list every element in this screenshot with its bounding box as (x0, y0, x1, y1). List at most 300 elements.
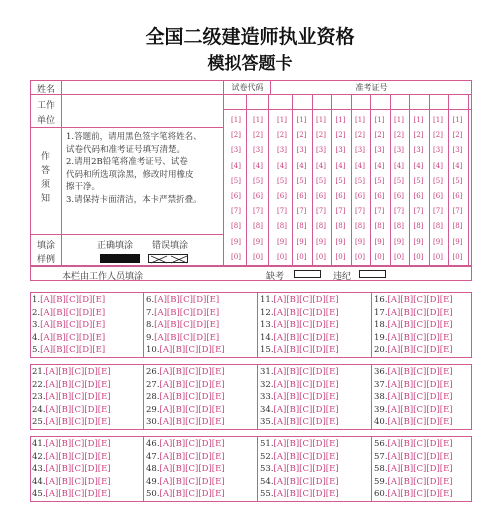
question-number: 21. (32, 367, 46, 377)
ticket-digit-bubble[interactable]: [2] (355, 131, 365, 140)
question-number: 59. (374, 476, 388, 487)
question-options[interactable] (374, 295, 453, 305)
question-options[interactable] (260, 295, 339, 305)
ticket-digit-bubble[interactable]: [6] (335, 192, 346, 200)
question-options[interactable] (374, 405, 453, 415)
exam-code-digit-bubble[interactable]: [3] (253, 146, 263, 155)
exam-code-digit-bubble[interactable]: [1] (253, 116, 263, 124)
instructions-label: 作 答 须 知 (41, 152, 51, 204)
option-bubbles[interactable]: [A][B][C][D][E] (159, 489, 225, 499)
option-bubbles[interactable]: [A][B][C][D][E] (273, 451, 339, 462)
question-number: 7. (146, 307, 155, 318)
ticket-digit-bubble[interactable]: [4] (374, 161, 385, 170)
question-number: 35. (260, 417, 274, 427)
option-bubbles[interactable]: [A][B][C][D][E] (159, 404, 225, 415)
option-bubbles[interactable]: [A][B][C][D][E] (387, 392, 453, 402)
question-number: 60. (374, 489, 388, 499)
question-number: 27. (146, 379, 160, 390)
ticket-digit-bubble[interactable]: [0] (374, 252, 385, 261)
ticket-digit-bubble[interactable]: [2] (394, 131, 404, 140)
ticket-digit-bubble[interactable]: [9] (452, 237, 463, 246)
question-number: 14. (260, 332, 274, 343)
option-bubbles[interactable]: [A][B][C][D][E] (273, 439, 339, 449)
ticket-digit-bubble[interactable]: [6] (433, 192, 443, 200)
question-options[interactable] (260, 489, 339, 499)
question-number: 39. (374, 404, 388, 415)
ticket-digit-bubble[interactable]: [7] (355, 207, 365, 216)
option-bubbles[interactable]: [A][B][C][D][E] (45, 476, 111, 487)
violation-box[interactable] (359, 270, 386, 278)
exam-code-digit-bubble[interactable]: [3] (231, 146, 241, 155)
ticket-digit-bubble[interactable]: [3] (296, 146, 307, 155)
instructions-text: 1.答题前，请用黑色签字笔将姓名、 试卷代码和准考证号填写清楚。 2.请用2B铅笔将准考证号、试卷 代码和所选项涂黑，修改时用橡皮 擦干净。 3.请保持卡面清洁，本卡严禁折叠。 (66, 132, 202, 205)
ticket-digit-bubble[interactable]: [5] (355, 176, 365, 185)
question-number: 58. (374, 464, 388, 474)
ticket-digit-bubble[interactable]: [7] (413, 207, 424, 216)
ticket-digit-bubble[interactable]: [5] (335, 176, 346, 185)
ticket-digit-bubble[interactable]: [4] (413, 161, 424, 170)
option-bubbles[interactable]: [A][B][C][D][E] (159, 439, 225, 449)
ticket-digit-bubble[interactable]: [8] (413, 222, 424, 231)
question-options[interactable] (374, 345, 453, 355)
ticket-digit-bubble[interactable]: [5] (433, 176, 443, 185)
ticket-digit-bubble[interactable]: [5] (413, 176, 424, 185)
question-number: 52. (260, 451, 274, 462)
option-bubbles[interactable]: [A][B][C][D][E] (154, 332, 220, 343)
exam-code-digit-bubble[interactable]: [4] (231, 161, 241, 170)
question-number: 19. (374, 332, 388, 343)
ticket-digit-bubble[interactable]: [0] (316, 252, 326, 261)
ticket-digit-bubble[interactable]: [1] (277, 116, 287, 124)
question-number: 57. (374, 451, 388, 462)
option-bubbles[interactable]: [A][B][C][D][E] (159, 464, 225, 474)
option-bubbles[interactable]: [A][B][C][D][E] (273, 404, 339, 415)
ticket-digit-bubble[interactable]: [7] (296, 207, 307, 216)
fill-example-label-1: 填涂 (37, 241, 56, 251)
option-bubbles[interactable]: [A][B][C][D][E] (159, 345, 225, 355)
ticket-digit-bubble[interactable]: [5] (316, 176, 326, 185)
question-number: 33. (260, 392, 274, 402)
option-bubbles[interactable]: [A][B][C][D][E] (273, 345, 339, 355)
question-number: 40. (374, 417, 388, 427)
option-bubbles[interactable]: [A][B][C][D][E] (45, 464, 111, 474)
option-bubbles[interactable]: [A][B][C][D][E] (273, 476, 339, 487)
question-options[interactable] (260, 380, 339, 390)
exam-code-digit-bubble[interactable]: [2] (231, 131, 241, 140)
question-options[interactable] (374, 320, 453, 330)
question-number: 54. (260, 476, 274, 487)
exam-code-digit-bubble[interactable]: [5] (253, 176, 263, 185)
question-options[interactable] (260, 320, 339, 330)
option-bubbles[interactable]: [A][B][C][D][E] (45, 379, 111, 390)
option-bubbles[interactable]: [A][B][C][D][E] (387, 295, 453, 305)
option-bubbles[interactable]: [A][B][C][D][E] (273, 367, 339, 377)
option-bubbles[interactable]: [A][B][C][D][E] (159, 367, 225, 377)
question-options[interactable] (146, 295, 219, 305)
question-options[interactable] (32, 464, 111, 474)
question-options[interactable] (260, 452, 339, 462)
ticket-digit-bubble[interactable]: [6] (394, 192, 404, 200)
question-options[interactable] (146, 417, 225, 427)
ticket-digit-bubble[interactable]: [9] (413, 237, 424, 246)
option-bubbles[interactable]: [A][B][C][D][E] (45, 451, 111, 462)
question-options[interactable] (260, 439, 339, 449)
ticket-digit-bubble[interactable]: [1] (335, 116, 346, 124)
ticket-digit-bubble[interactable]: [5] (452, 176, 463, 185)
ticket-digit-bubble[interactable]: [2] (374, 131, 385, 140)
option-bubbles[interactable]: [A][B][C][D][E] (159, 451, 225, 462)
name-field[interactable] (63, 81, 223, 94)
ticket-digit-bubble[interactable]: [9] (296, 237, 307, 246)
absent-label: 缺考 (266, 272, 285, 282)
ticket-digit-bubble[interactable]: [2] (316, 131, 326, 140)
question-number: 13. (260, 320, 274, 330)
ticket-digit-bubble[interactable]: [0] (335, 252, 346, 261)
ticket-digit-bubble[interactable]: [8] (277, 222, 287, 231)
option-bubbles[interactable]: [A][B][C][D][E] (40, 307, 106, 318)
ticket-digit-bubble[interactable]: [3] (452, 146, 463, 155)
exam-code-digit-bubble[interactable]: [9] (231, 237, 241, 246)
question-options[interactable] (374, 333, 453, 343)
ticket-digit-bubble[interactable]: [0] (394, 252, 404, 261)
ticket-digit-bubble[interactable]: [1] (413, 116, 424, 124)
question-number: 56. (374, 439, 388, 449)
ticket-digit-bubble[interactable]: [8] (335, 222, 346, 231)
work-unit-label-2: 单位 (37, 116, 56, 126)
exam-code-digit-bubble[interactable]: [7] (231, 207, 241, 216)
option-bubbles[interactable]: [A][B][C][D][E] (387, 439, 453, 449)
absent-box[interactable] (294, 270, 321, 278)
ticket-digit-bubble[interactable]: [3] (433, 146, 443, 155)
ticket-digit-bubble[interactable]: [0] (355, 252, 365, 261)
ticket-digit-bubble[interactable]: [4] (316, 161, 326, 170)
exam-code-digit-bubble[interactable]: [7] (253, 207, 263, 216)
option-bubbles[interactable]: [A][B][C][D][E] (273, 417, 339, 427)
question-options[interactable] (32, 320, 105, 330)
option-bubbles[interactable]: [A][B][C][D][E] (273, 295, 339, 305)
option-bubbles[interactable]: [A][B][C][D][E] (387, 367, 453, 377)
option-bubbles[interactable]: [A][B][C][D][E] (273, 332, 339, 343)
question-options[interactable] (146, 333, 219, 343)
question-options[interactable] (32, 295, 105, 305)
ticket-digit-bubble[interactable]: [8] (394, 222, 404, 231)
option-bubbles[interactable]: [A][B][C][D][E] (40, 320, 106, 330)
question-options[interactable] (260, 308, 339, 318)
option-bubbles[interactable]: [A][B][C][D][E] (387, 476, 453, 487)
wrong-fill-label: 错误填涂 (152, 241, 189, 251)
question-number: 41. (32, 439, 46, 449)
option-bubbles[interactable]: [A][B][C][D][E] (159, 392, 225, 402)
exam-code-digit-bubble[interactable]: [6] (253, 192, 263, 200)
option-bubbles[interactable]: [A][B][C][D][E] (273, 320, 339, 330)
option-bubbles[interactable]: [A][B][C][D][E] (40, 332, 106, 343)
option-bubbles[interactable]: [A][B][C][D][E] (154, 295, 220, 305)
ticket-digit-bubble[interactable]: [7] (335, 207, 346, 216)
question-options[interactable] (374, 308, 453, 318)
ticket-digit-bubble[interactable]: [4] (355, 161, 365, 170)
ticket-digit-bubble[interactable]: [7] (316, 207, 326, 216)
ticket-digit-bubble[interactable]: [9] (355, 237, 365, 246)
option-bubbles[interactable]: [A][B][C][D][E] (45, 439, 111, 449)
question-options[interactable] (32, 439, 111, 449)
question-options[interactable] (146, 392, 225, 402)
question-number: 30. (146, 417, 160, 427)
option-bubbles[interactable]: [A][B][C][D][E] (45, 489, 111, 499)
ticket-digit-bubble[interactable]: [0] (452, 252, 463, 261)
ticket-digit-bubble[interactable]: [5] (296, 176, 307, 185)
question-options[interactable] (374, 380, 453, 390)
ticket-digit-bubble[interactable]: [7] (374, 207, 385, 216)
question-options[interactable] (374, 392, 453, 402)
ticket-digit-bubble[interactable]: [2] (335, 131, 346, 140)
question-options[interactable] (32, 452, 111, 462)
ticket-digit-bubble[interactable]: [2] (433, 131, 443, 140)
option-bubbles[interactable]: [A][B][C][D][E] (387, 417, 453, 427)
ticket-digit-bubble[interactable]: [9] (374, 237, 385, 246)
question-options[interactable] (146, 464, 225, 474)
violation-label: 违纪 (333, 272, 352, 282)
question-options[interactable] (374, 367, 453, 377)
ticket-digit-bubble[interactable]: [1] (355, 116, 365, 124)
ticket-digit-bubble[interactable]: [0] (433, 252, 443, 261)
option-bubbles[interactable]: [A][B][C][D][E] (387, 489, 453, 499)
ticket-digit-bubble[interactable]: [6] (296, 192, 307, 200)
question-options[interactable] (32, 477, 111, 487)
question-number: 45. (32, 489, 46, 499)
question-options[interactable] (146, 367, 225, 377)
ticket-digit-bubble[interactable]: [5] (394, 176, 404, 185)
option-bubbles[interactable]: [A][B][C][D][E] (45, 417, 111, 427)
question-number: 8. (146, 320, 155, 330)
question-number: 16. (374, 295, 388, 305)
question-options[interactable] (32, 380, 111, 390)
question-options[interactable] (146, 405, 225, 415)
option-bubbles[interactable]: [A][B][C][D][E] (40, 295, 106, 305)
exam-code-digit-bubble[interactable]: [1] (231, 116, 241, 124)
question-options[interactable] (260, 345, 339, 355)
ticket-digit-bubble[interactable]: [6] (374, 192, 385, 200)
exam-code-digit-bubble[interactable]: [8] (231, 222, 241, 231)
ticket-digit-bubble[interactable]: [5] (374, 176, 385, 185)
question-options[interactable] (32, 333, 105, 343)
question-options[interactable] (146, 489, 225, 499)
ticket-digit-bubble[interactable]: [3] (374, 146, 385, 155)
option-bubbles[interactable]: [A][B][C][D][E] (273, 464, 339, 474)
option-bubbles[interactable]: [A][B][C][D][E] (154, 307, 220, 318)
sheet-title: 模拟答题卡 (207, 54, 293, 74)
question-options[interactable] (260, 392, 339, 402)
question-options[interactable] (32, 308, 105, 318)
ticket-digit-bubble[interactable]: [0] (296, 252, 307, 261)
question-options[interactable] (146, 345, 225, 355)
exam-code-digit-bubble[interactable]: [0] (231, 252, 241, 261)
option-bubbles[interactable]: [A][B][C][D][E] (45, 367, 111, 377)
ticket-digit-bubble[interactable]: [2] (452, 131, 463, 140)
question-number: 2. (32, 307, 41, 318)
question-number: 53. (260, 464, 274, 474)
ticket-digit-bubble[interactable]: [4] (296, 161, 307, 170)
correct-fill-label: 正确填涂 (97, 241, 134, 251)
ticket-digit-bubble[interactable]: [9] (433, 237, 443, 246)
question-options[interactable] (146, 439, 225, 449)
question-number: 38. (374, 392, 388, 402)
ticket-digit-bubble[interactable]: [4] (335, 161, 346, 170)
ticket-number-label: 准考证号 (355, 83, 388, 92)
option-bubbles[interactable]: [A][B][C][D][E] (387, 404, 453, 415)
question-number: 31. (260, 367, 274, 377)
question-number: 42. (32, 451, 46, 462)
ticket-digit-bubble[interactable]: [4] (277, 161, 287, 170)
ticket-digit-bubble[interactable]: [1] (296, 116, 307, 124)
question-options[interactable] (32, 405, 111, 415)
question-options[interactable] (260, 417, 339, 427)
ticket-digit-bubble[interactable]: [6] (316, 192, 326, 200)
ticket-digit-bubble[interactable]: [4] (452, 161, 463, 170)
question-options[interactable] (374, 489, 453, 499)
exam-code-digit-bubble[interactable]: [6] (231, 192, 241, 200)
option-bubbles[interactable]: [A][B][C][D][E] (159, 417, 225, 427)
question-number: 15. (260, 345, 274, 355)
ticket-digit-bubble[interactable]: [8] (296, 222, 307, 231)
option-bubbles[interactable]: [A][B][C][D][E] (387, 451, 453, 462)
ticket-digit-bubble[interactable]: [1] (433, 116, 443, 124)
ticket-digit-bubble[interactable]: [9] (316, 237, 326, 246)
question-options[interactable] (32, 345, 105, 355)
ticket-digit-bubble[interactable]: [9] (277, 237, 287, 246)
ticket-digit-bubble[interactable]: [2] (413, 131, 424, 140)
ticket-digit-bubble[interactable]: [2] (296, 131, 307, 140)
option-bubbles[interactable]: [A][B][C][D][E] (154, 320, 220, 330)
ticket-digit-bubble[interactable]: [3] (277, 146, 287, 155)
fill-example-label-2: 样例 (37, 255, 56, 265)
option-bubbles[interactable]: [A][B][C][D][E] (273, 392, 339, 402)
question-options[interactable] (32, 489, 111, 499)
ticket-digit-bubble[interactable]: [9] (394, 237, 404, 246)
ticket-digit-bubble[interactable]: [6] (277, 192, 287, 200)
ticket-digit-bubble[interactable]: [7] (433, 207, 443, 216)
question-number: 20. (374, 345, 388, 355)
exam-code-digit-bubble[interactable]: [2] (253, 131, 263, 140)
ticket-digit-bubble[interactable]: [4] (394, 161, 404, 170)
question-number: 34. (260, 404, 274, 415)
question-options[interactable] (374, 477, 453, 487)
exam-code-digit-bubble[interactable]: [5] (231, 176, 241, 185)
question-options[interactable] (374, 464, 453, 474)
ticket-digit-bubble[interactable]: [7] (452, 207, 463, 216)
question-options[interactable] (146, 380, 225, 390)
ticket-digit-bubble[interactable]: [8] (355, 222, 365, 231)
ticket-digit-bubble[interactable]: [7] (277, 207, 287, 216)
option-bubbles[interactable]: [A][B][C][D][E] (45, 404, 111, 415)
question-number: 17. (374, 307, 388, 318)
option-bubbles[interactable]: [A][B][C][D][E] (40, 345, 106, 355)
option-bubbles[interactable]: [A][B][C][D][E] (45, 392, 111, 402)
option-bubbles[interactable]: [A][B][C][D][E] (159, 379, 225, 390)
question-options[interactable] (260, 405, 339, 415)
ticket-digit-bubble[interactable]: [6] (355, 192, 365, 200)
option-bubbles[interactable]: [A][B][C][D][E] (273, 489, 339, 499)
ticket-digit-bubble[interactable]: [3] (355, 146, 365, 155)
exam-title: 全国二级建造师执业资格 (145, 26, 355, 48)
question-options[interactable] (374, 452, 453, 462)
answer-sheet (30, 80, 472, 512)
ticket-digit-bubble[interactable]: [7] (394, 207, 404, 216)
ticket-digit-bubble[interactable]: [2] (277, 131, 287, 140)
question-options[interactable] (32, 392, 111, 402)
question-options[interactable] (146, 452, 225, 462)
exam-code-digit-bubble[interactable]: [4] (253, 161, 263, 170)
question-number: 51. (260, 439, 274, 449)
ticket-digit-bubble[interactable]: [9] (335, 237, 346, 246)
exam-code-digit-bubble[interactable]: [9] (253, 237, 263, 246)
ticket-digit-bubble[interactable]: [3] (335, 146, 346, 155)
ticket-digit-bubble[interactable]: [8] (374, 222, 385, 231)
option-bubbles[interactable]: [A][B][C][D][E] (159, 476, 225, 487)
work-unit-field[interactable] (63, 96, 223, 127)
question-options[interactable] (32, 417, 111, 427)
ticket-digit-bubble[interactable]: [4] (433, 161, 443, 170)
option-bubbles[interactable]: [A][B][C][D][E] (387, 332, 453, 343)
ticket-digit-bubble[interactable]: [1] (374, 116, 385, 124)
option-bubbles[interactable]: [A][B][C][D][E] (387, 379, 453, 390)
ticket-digit-bubble[interactable]: [0] (277, 252, 287, 261)
ticket-digit-bubble[interactable]: [6] (413, 192, 424, 200)
question-options[interactable] (146, 477, 225, 487)
ticket-digit-bubble[interactable]: [1] (394, 116, 404, 124)
question-options[interactable] (260, 333, 339, 343)
ticket-digit-bubble[interactable]: [3] (413, 146, 424, 155)
exam-code-digit-bubble[interactable]: [8] (253, 222, 263, 231)
option-bubbles[interactable]: [A][B][C][D][E] (387, 464, 453, 474)
question-number: 23. (32, 392, 46, 402)
exam-code-digit-bubble[interactable]: [0] (253, 252, 263, 261)
question-options[interactable] (260, 367, 339, 377)
ticket-digit-bubble[interactable]: [1] (452, 116, 463, 124)
option-bubbles[interactable]: [A][B][C][D][E] (387, 320, 453, 330)
ticket-digit-bubble[interactable]: [8] (433, 222, 443, 231)
question-number: 43. (32, 464, 46, 474)
ticket-digit-bubble[interactable]: [3] (394, 146, 404, 155)
question-options[interactable] (146, 320, 219, 330)
question-number: 46. (146, 439, 160, 449)
option-bubbles[interactable]: [A][B][C][D][E] (273, 379, 339, 390)
ticket-digit-bubble[interactable]: [3] (316, 146, 326, 155)
option-bubbles[interactable]: [A][B][C][D][E] (387, 307, 453, 318)
question-number: 1. (32, 295, 41, 305)
question-options[interactable] (146, 308, 219, 318)
option-bubbles[interactable]: [A][B][C][D][E] (387, 345, 453, 355)
question-options[interactable] (260, 464, 339, 474)
question-number: 24. (32, 404, 46, 415)
ticket-digit-bubble[interactable]: [8] (452, 222, 463, 231)
question-options[interactable] (374, 439, 453, 449)
ticket-digit-bubble[interactable]: [5] (277, 176, 287, 185)
ticket-digit-bubble[interactable]: [0] (413, 252, 424, 261)
ticket-digit-bubble[interactable]: [1] (316, 116, 326, 124)
question-number: 50. (146, 489, 160, 499)
ticket-digit-bubble[interactable]: [6] (452, 192, 463, 200)
question-number: 48. (146, 464, 160, 474)
question-options[interactable] (374, 417, 453, 427)
question-number: 5. (32, 345, 41, 355)
ticket-digit-bubble[interactable]: [8] (316, 222, 326, 231)
question-options[interactable] (260, 477, 339, 487)
question-number: 32. (260, 379, 274, 390)
wrong-fill-cross-icon (149, 255, 189, 264)
question-options[interactable] (32, 367, 111, 377)
option-bubbles[interactable]: [A][B][C][D][E] (273, 307, 339, 318)
question-number: 6. (146, 295, 155, 305)
